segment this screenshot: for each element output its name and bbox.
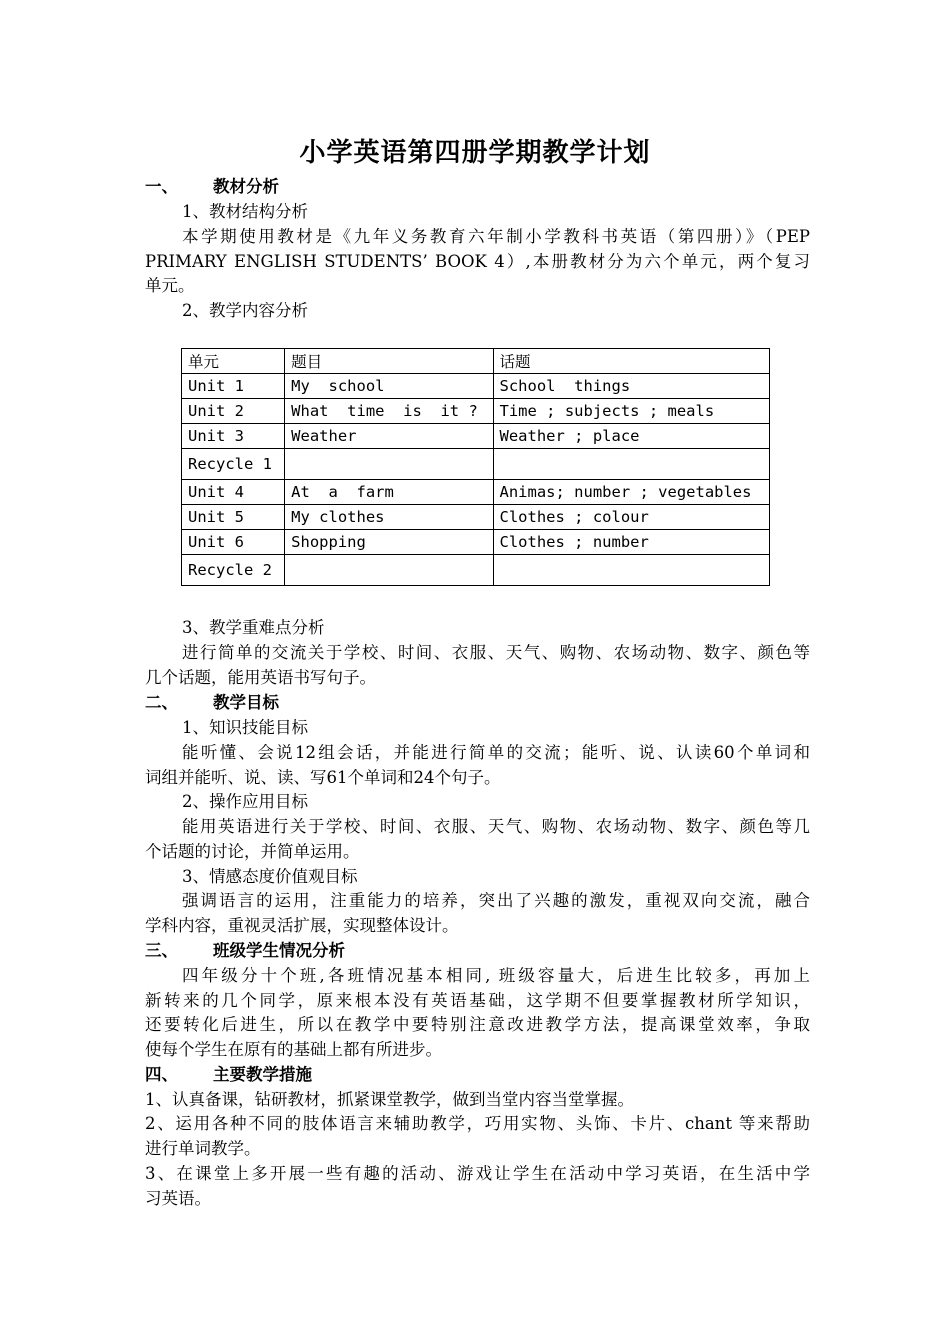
table-cell: Unit 2 — [182, 399, 285, 424]
paragraph-line: 四年级分十个班,各班情况基本相同, 班级容量大，后进生比较多，再加上 — [182, 966, 810, 985]
list-item-continuation: 习英语。 — [145, 1189, 211, 1208]
paragraph-line: 本学期使用教材是《九年义务教育六年制小学教科书英语（第四册）》（PEP — [182, 227, 810, 246]
table-row — [182, 399, 770, 424]
table-cell: School things — [493, 374, 769, 399]
table-cell: What time is it ? — [285, 399, 493, 424]
table-cell: Unit 5 — [182, 505, 285, 530]
section-3-title: 班级学生情况分析 — [213, 941, 345, 960]
table-cell: Recycle 1 — [182, 449, 285, 480]
table-cell: Unit 1 — [182, 374, 285, 399]
table-cell: Time ; subjects ; meals — [493, 399, 769, 424]
table-cell — [285, 449, 493, 480]
table-row — [182, 530, 770, 555]
table-header-cell: 题目 — [285, 349, 493, 374]
section-4-title: 主要教学措施 — [213, 1065, 312, 1084]
table-cell: Clothes ; colour — [493, 505, 769, 530]
paragraph-line: 词组并能听、说、读、写61个单词和24个句子。 — [145, 768, 501, 787]
table-row — [182, 480, 770, 505]
table-cell — [285, 555, 493, 586]
list-item: 2、运用各种不同的肢体语言来辅助教学，巧用实物、头饰、卡片、chant 等来帮助 — [145, 1114, 810, 1133]
units-table — [181, 348, 770, 586]
section-1-subheading-2: 2、教学内容分析 — [182, 301, 308, 320]
table-cell — [493, 449, 769, 480]
table-cell: Unit 6 — [182, 530, 285, 555]
section-1-heading — [145, 175, 810, 200]
table-cell: My clothes — [285, 505, 493, 530]
section-2-subheading-1: 1、知识技能目标 — [182, 718, 308, 737]
paragraph-line: 还要转化后进生，所以在教学中要特别注意改进教学方法，提高课堂效率，争取 — [145, 1015, 810, 1034]
table-cell: Animas; number ; vegetables — [493, 480, 769, 505]
table-cell: Weather ; place — [493, 424, 769, 449]
table-row — [182, 449, 770, 480]
list-item-continuation: 进行单词教学。 — [145, 1139, 261, 1158]
paragraph-line: 新转来的几个同学，原来根本没有英语基础，这学期不但要掌握教材所学知识， — [145, 991, 810, 1010]
paragraph-line: 几个话题，能用英语书写句子。 — [145, 668, 376, 687]
list-item: 3、在课堂上多开展一些有趣的活动、游戏让学生在活动中学习英语，在生活中学 — [145, 1164, 810, 1183]
table-header-row — [182, 349, 770, 374]
paragraph-line: 使每个学生在原有的基础上都有所进步。 — [145, 1040, 442, 1059]
section-1-title: 教材分析 — [213, 177, 279, 196]
table-header-cell: 话题 — [493, 349, 769, 374]
table-cell: Weather — [285, 424, 493, 449]
table-cell: Recycle 2 — [182, 555, 285, 586]
table-cell: At a farm — [285, 480, 493, 505]
section-1-subheading-1: 1、教材结构分析 — [182, 202, 308, 221]
table-cell: Shopping — [285, 530, 493, 555]
section-2-title: 教学目标 — [213, 693, 279, 712]
table-row — [182, 374, 770, 399]
paragraph-line: 个话题的讨论，并简单运用。 — [145, 842, 360, 861]
table-row — [182, 424, 770, 449]
section-2-subheading-3: 3、情感态度价值观目标 — [182, 867, 358, 886]
section-4-number: 四、 — [145, 1065, 178, 1084]
paragraph-line: 能用英语进行关于学校、时间、衣服、天气、购物、农场动物、数字、颜色等几 — [182, 817, 810, 836]
paragraph-line: 强调语言的运用，注重能力的培养，突出了兴趣的激发，重视双向交流，融合 — [182, 891, 810, 910]
paragraph-line: 单元。 — [145, 276, 195, 295]
section-3-number: 三、 — [145, 941, 178, 960]
table-cell — [493, 555, 769, 586]
section-4-heading — [145, 1063, 810, 1088]
document-title: 小学英语第四册学期教学计划 — [299, 138, 651, 168]
table-cell: Clothes ; number — [493, 530, 769, 555]
section-1-subheading-3: 3、教学重难点分析 — [182, 618, 325, 637]
table-row — [182, 505, 770, 530]
table-cell: Unit 4 — [182, 480, 285, 505]
section-1-number: 一、 — [145, 177, 178, 196]
table-cell: My school — [285, 374, 493, 399]
paragraph-line: 学科内容，重视灵活扩展，实现整体设计。 — [145, 916, 459, 935]
section-2-number: 二、 — [145, 693, 178, 712]
paragraph-line: 进行简单的交流关于学校、时间、衣服、天气、购物、农场动物、数字、颜色等 — [182, 643, 810, 662]
section-2-heading — [145, 691, 810, 716]
paragraph-line: PRIMARY ENGLISH STUDENTS’ BOOK 4）,本册教材分为六个单元，两个复习 — [145, 252, 810, 271]
list-item: 1、认真备课，钻研教材，抓紧课堂教学，做到当堂内容当堂掌握。 — [145, 1090, 634, 1109]
table-cell: Unit 3 — [182, 424, 285, 449]
section-2-subheading-2: 2、操作应用目标 — [182, 792, 308, 811]
section-3-heading — [145, 939, 810, 964]
table-row — [182, 555, 770, 586]
table-header-cell: 单元 — [182, 349, 285, 374]
paragraph-line: 能听懂、会说12组会话，并能进行简单的交流；能听、说、认读60个单词和 — [182, 743, 810, 762]
